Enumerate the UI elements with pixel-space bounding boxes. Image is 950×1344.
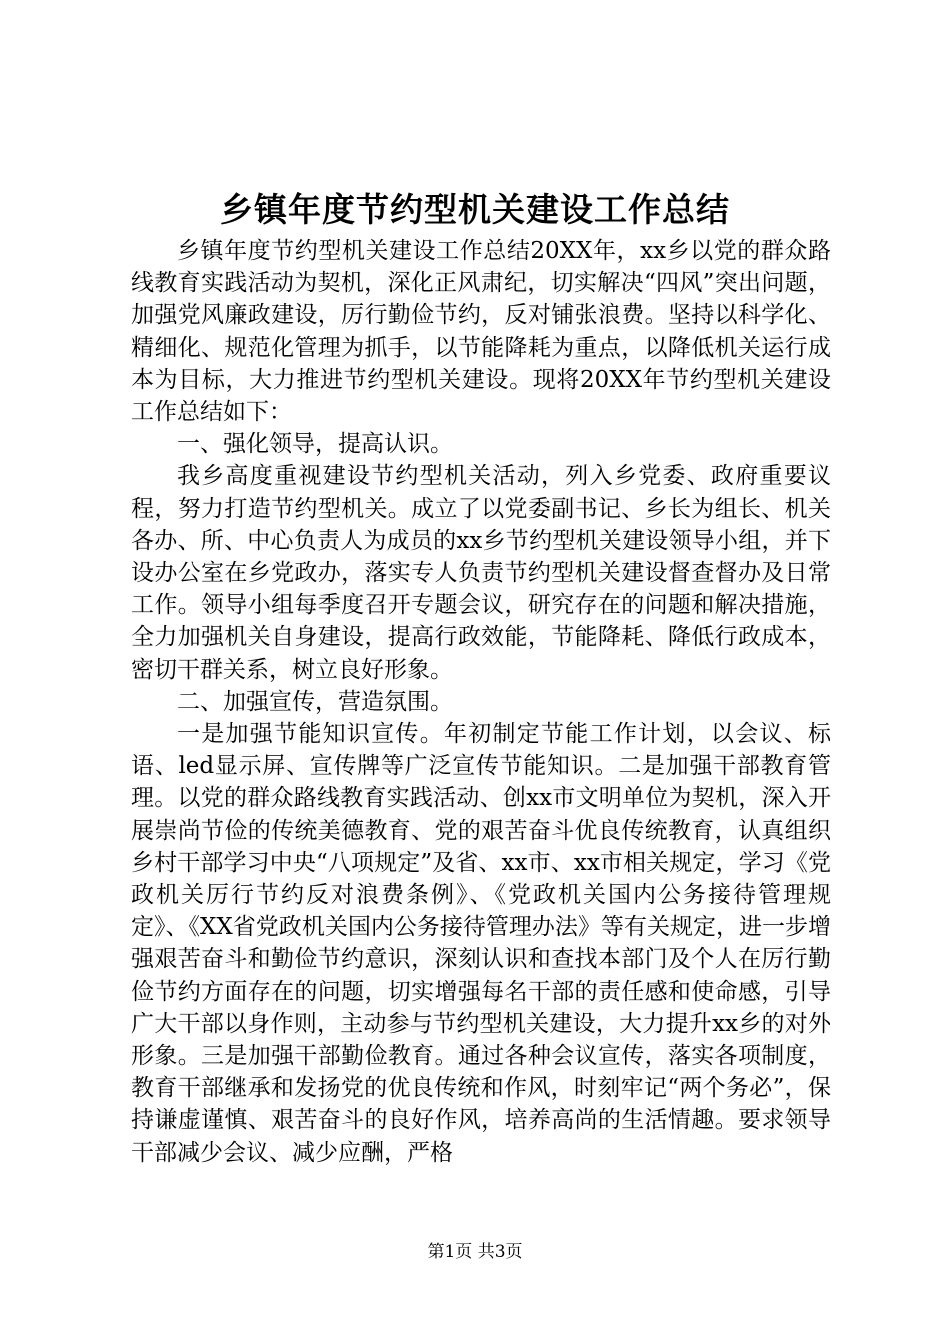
- section-heading-2: 二、加强宣传，营造氛围。: [177, 688, 453, 715]
- document-body: [131, 235, 831, 1169]
- paragraph-section-2: 一是加强节能知识宣传。年初制定节能工作计划，以会议、标语、led显示屏、宣传牌等广泛宣传节能知识。二是加强干部教育管理。以党的群众路线教育实践活动、创xx市文明单位为契机，深入开展崇尚节俭的传统美德教育、党的艰苦奋斗优良传统教育，认真组织乡村干部学习中央“八项规定”及省、xx市、xx市相关规定，学习《党政机关厉行节约反对浪费条例》、《党政机关国内公务接待管理规定》、《XX省党政机关国内公务接待管理办法》等有关规定，进一步增强艰苦奋斗和勤俭节约意识，深刻认识和查找本部门及个人在厉行勤俭节约方面存在的问题，切实增强每名干部的责任感和使命感，引导广大干部以身作则，主动参与节约型机关建设，大力提升xx乡的对外形象。三是加强干部勤俭教育。通过各种会议宣传，落实各项制度，教育干部继承和发扬党的优良传统和作风，时刻牢记“两个务必”，保持谦虚谨慎、艰苦奋斗的良好作风，培养高尚的生活情趣。要求领导干部减少会议、减少应酬，严格: [131, 721, 831, 1166]
- paragraph-intro: 乡镇年度节约型机关建设工作总结20XX年，xx乡以党的群众路线教育实践活动为契机，深化正风肃纪，切实解决“四风”突出问题，加强党风廉政建设，厉行勤俭节约，反对铺张浪费。坚持以科学化、精细化、规范化管理为抓手，以节能降耗为重点，以降低机关运行成本为目标，大力推进节约型机关建设。现将20XX年节约型机关建设工作总结如下：: [131, 238, 831, 426]
- paragraph-section-1: 我乡高度重视建设节约型机关活动，列入乡党委、政府重要议程，努力打造节约型机关。成立了以党委副书记、乡长为组长、机关各办、所、中心负责人为成员的xx乡节约型机关建设领导小组，并下设办公室在乡党政办，落实专人负责节约型机关建设督查督办及日常工作。领导小组每季度召开专题会议，研究存在的问题和解决措施，全力加强机关自身建设，提高行政效能，节能降耗、降低行政成本，密切干群关系，树立良好形象。: [131, 463, 831, 683]
- section-heading-1: 一、强化领导，提高认识。: [177, 431, 453, 458]
- document-title: 乡镇年度节约型机关建设工作总结: [220, 190, 730, 229]
- page-number-footer: 第1页 共3页: [427, 1242, 523, 1262]
